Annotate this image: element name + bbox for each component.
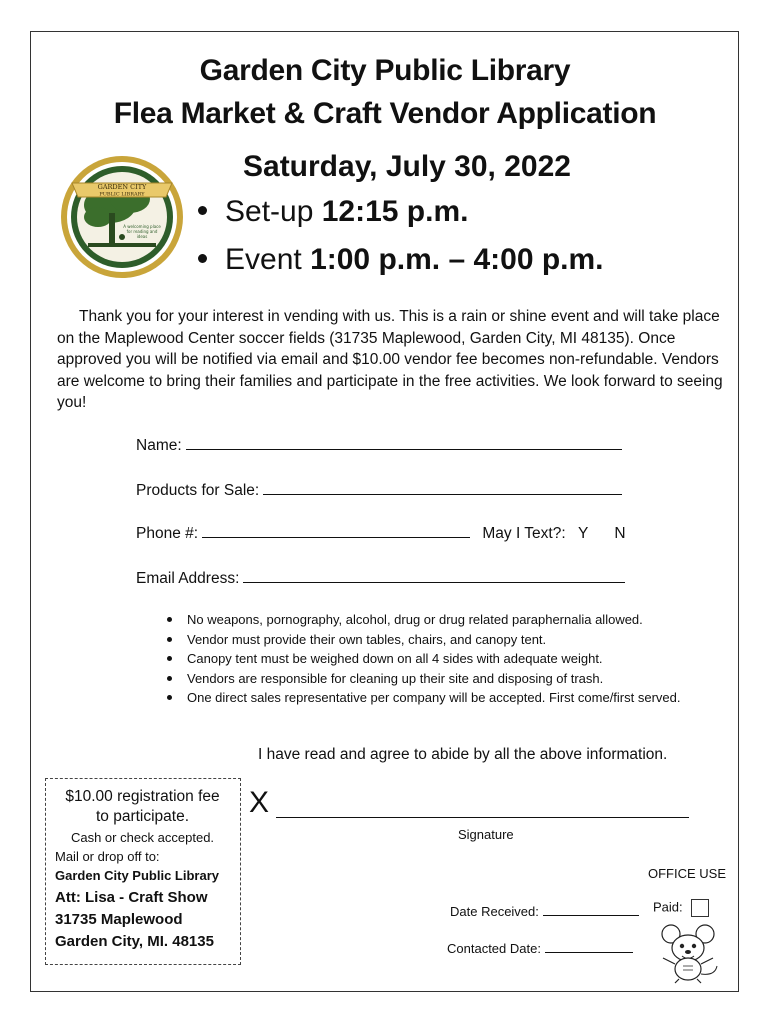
setup-time-line: Set-up 12:15 p.m. xyxy=(198,195,468,229)
rule-item: Vendor must provide their own tables, chairs, and canopy tent. xyxy=(165,630,695,650)
fee-line1: $10.00 registration fee xyxy=(65,788,220,805)
email-label: Email Address: xyxy=(136,570,240,587)
svg-text:for reading and: for reading and xyxy=(126,229,158,234)
signature-x-mark: X xyxy=(249,786,270,819)
fee-line2: to participate. xyxy=(95,808,190,825)
document-title-line1: Garden City Public Library xyxy=(199,54,571,87)
text-no-option[interactable]: N xyxy=(614,525,626,542)
event-time: 1:00 p.m. – 4:00 p.m. xyxy=(310,243,604,276)
name-field[interactable] xyxy=(136,435,622,455)
rule-item: One direct sales representative per company will be accepted. First come/first served. xyxy=(165,688,695,708)
vendor-rules-list xyxy=(165,610,695,708)
paid-field[interactable] xyxy=(653,899,709,917)
contacted-date-line[interactable] xyxy=(545,940,633,953)
svg-text:ideas: ideas xyxy=(136,234,148,239)
intro-paragraph: Thank you for your interest in vending with us. This is a rain or shine event and will take place on the Maplewood Center soccer fields (31735 Maplewood, Garden City, MI 48135). Once approved you will be notified via email and $10.00 vendor fee becomes non-refundable. Vendors are welcome to bring their families and participate in the free activities. We look forward to seeing you! xyxy=(57,308,723,411)
mail-street: 31735 Maplewood xyxy=(55,911,183,928)
mouse-mascot-icon xyxy=(655,922,723,984)
registration-info-box xyxy=(45,778,241,965)
agreement-statement: I have read and agree to abide by all the above information. xyxy=(258,746,668,763)
contacted-date-field[interactable] xyxy=(447,940,633,956)
name-label: Name: xyxy=(136,437,182,454)
mail-attention: Att: Lisa - Craft Show xyxy=(55,889,208,906)
email-field[interactable] xyxy=(136,568,625,588)
rule-item: Vendors are responsible for cleaning up their site and disposing of trash. xyxy=(165,669,695,689)
products-line[interactable] xyxy=(263,480,622,495)
library-logo xyxy=(58,155,186,280)
signature-label: Signature xyxy=(458,827,514,842)
products-field[interactable] xyxy=(136,480,622,500)
rule-item: Canopy tent must be weighed down on all 4 sides with adequate weight. xyxy=(165,649,695,669)
svg-text:GARDEN CITY: GARDEN CITY xyxy=(97,183,147,191)
phone-field[interactable] xyxy=(136,523,626,543)
signature-line[interactable] xyxy=(276,817,689,818)
contacted-date-label: Contacted Date: xyxy=(447,941,541,956)
document-title-line2: Flea Market & Craft Vendor Application xyxy=(113,97,657,130)
office-use-heading: OFFICE USE xyxy=(648,866,727,881)
paid-checkbox[interactable] xyxy=(691,899,709,917)
bullet-icon xyxy=(198,206,207,215)
payment-methods: Cash or check accepted. xyxy=(70,830,215,845)
phone-label: Phone #: xyxy=(136,525,199,542)
phone-line[interactable] xyxy=(202,523,470,538)
text-permission-label: May I Text?: xyxy=(482,525,566,542)
mail-city: Garden City, MI. 48135 xyxy=(55,933,214,950)
paid-label: Paid: xyxy=(653,899,683,915)
svg-text:PUBLIC LIBRARY: PUBLIC LIBRARY xyxy=(99,191,145,198)
setup-time: 12:15 p.m. xyxy=(321,195,469,228)
email-line[interactable] xyxy=(243,568,625,583)
library-logo-icon xyxy=(58,155,186,280)
date-received-line[interactable] xyxy=(543,903,639,916)
event-date: Saturday, July 30, 2022 xyxy=(243,150,571,183)
svg-text:A welcoming place: A welcoming place xyxy=(123,224,161,229)
name-line[interactable] xyxy=(186,435,622,450)
products-label: Products for Sale: xyxy=(136,482,260,499)
text-yes-option[interactable]: Y xyxy=(577,525,589,542)
bullet-icon xyxy=(198,254,207,263)
date-received-field[interactable] xyxy=(450,903,639,919)
event-time-line: Event 1:00 p.m. – 4:00 p.m. xyxy=(198,243,604,277)
date-received-label: Date Received: xyxy=(450,904,539,919)
mail-org: Garden City Public Library xyxy=(55,868,219,883)
mail-instruction: Mail or drop off to: xyxy=(55,849,160,864)
rule-item: No weapons, pornography, alcohol, drug or drug related paraphernalia allowed. xyxy=(165,610,695,630)
mouse-mascot xyxy=(655,922,723,984)
